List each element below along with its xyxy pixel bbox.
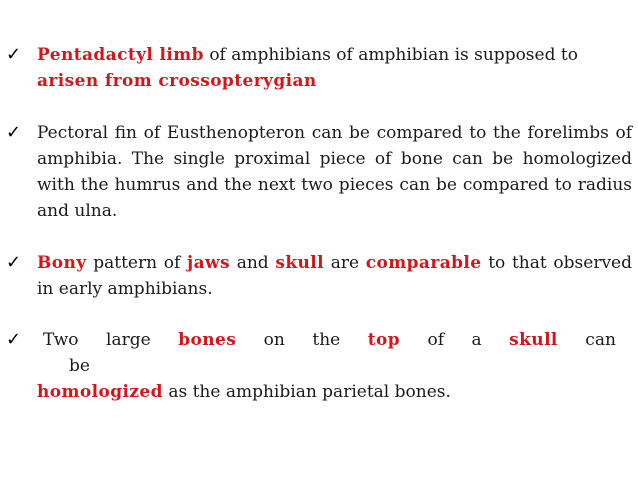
body-word: the [312, 330, 341, 350]
body-word: Two [43, 330, 79, 350]
bullet-pectoral-fin [6, 120, 632, 224]
body-text: pattern of [86, 253, 188, 273]
highlight-term: skull [275, 253, 325, 273]
body-text: to that observed in early amphibians. [37, 253, 632, 299]
body-word: can [585, 330, 616, 350]
closing-line [37, 379, 632, 405]
body-word: a [471, 330, 482, 350]
body-word: large [106, 330, 151, 350]
body-text: are [324, 253, 366, 273]
highlight-term: skull [509, 330, 558, 350]
body-text: as the amphibian parietal bones. [162, 382, 451, 402]
bullet-text [37, 42, 632, 94]
wrapped-word: be [69, 356, 90, 376]
check-mark-icon: ✓ [6, 329, 22, 350]
highlight-term: homologized [37, 382, 163, 402]
spread-line [37, 327, 616, 353]
body-word: on [263, 330, 285, 350]
check-mark-icon: ✓ [6, 122, 22, 143]
highlight-term: top [367, 330, 400, 350]
bullet-text [37, 120, 632, 224]
bullet-bony-pattern [6, 250, 632, 302]
body-text: Pectoral fin of Eusthenopteron can be compared to the forelimbs of amphibia. The single proximal piece of bone can be homologized with the humrus and the next two pieces can be compared to radius and ulna. [37, 123, 632, 221]
check-mark-icon: ✓ [6, 252, 22, 273]
body-word: of [427, 330, 445, 350]
highlight-term: jaws [187, 253, 230, 273]
highlight-term: arisen from crossopterygian [37, 71, 317, 91]
body-text: of amphibians of amphibian is supposed to [203, 45, 578, 65]
highlight-term: comparable [365, 253, 482, 273]
bullet-text [37, 250, 632, 302]
bullet-pentadactyl-limb [6, 42, 632, 94]
highlight-term: bones [178, 330, 237, 350]
bullet-text [37, 327, 632, 405]
check-mark-icon: ✓ [6, 44, 22, 65]
highlight-term: Pentadactyl limb [37, 45, 204, 65]
body-text: and [230, 253, 276, 273]
highlight-term: Bony [37, 253, 87, 273]
bullet-two-large-bones [6, 327, 632, 405]
